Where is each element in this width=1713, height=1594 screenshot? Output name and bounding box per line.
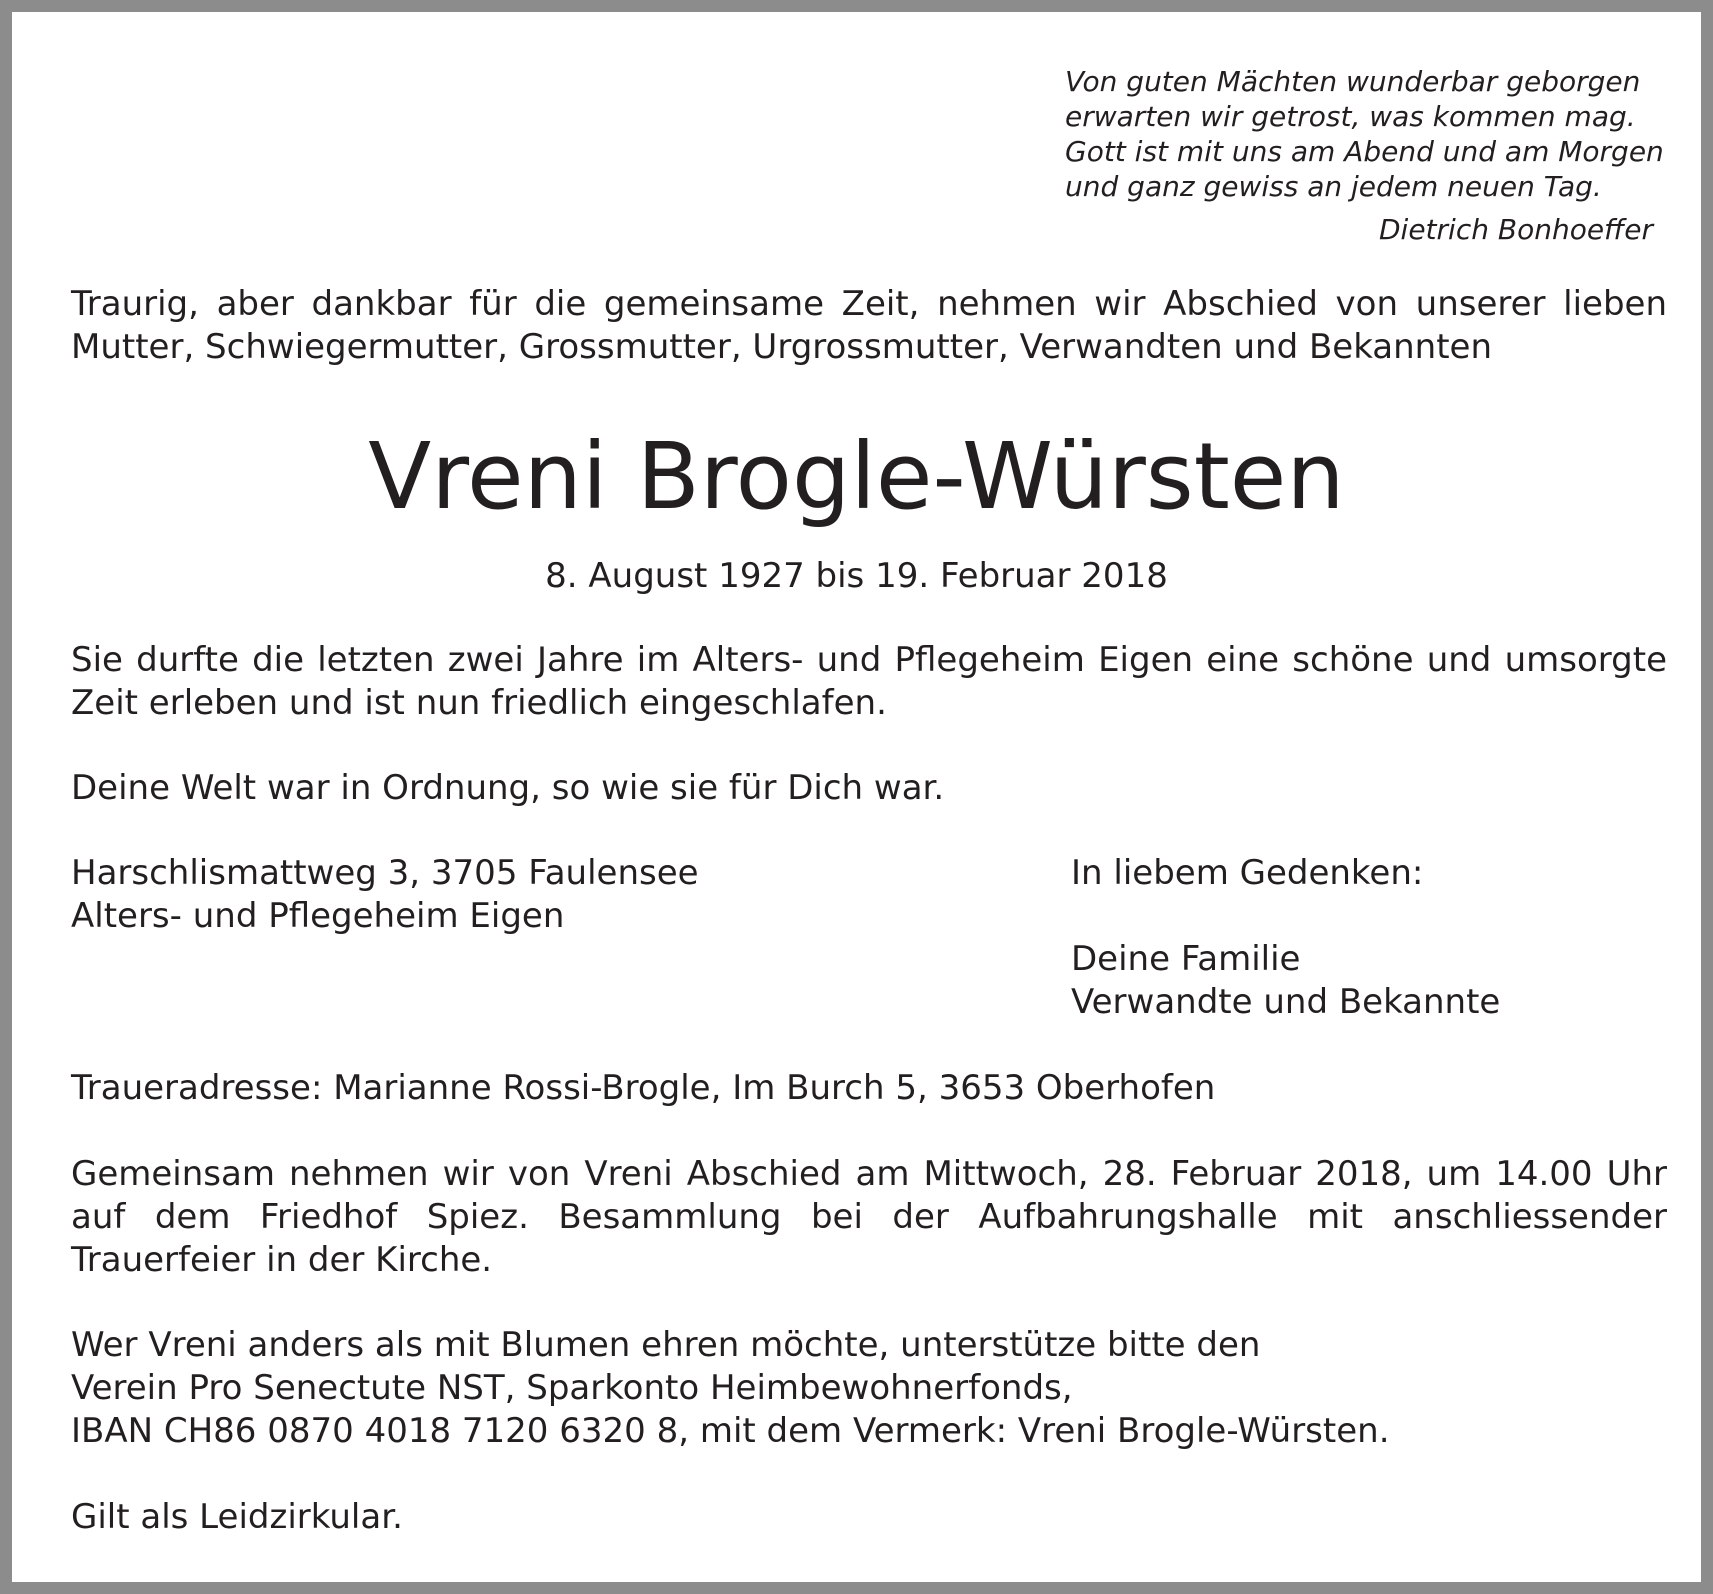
- motto-author: Dietrich Bonhoeffer: [1378, 213, 1653, 246]
- memory-signature: [1071, 852, 1500, 1024]
- motto-line: Gott ist mit uns am Abend und am Morgen: [1065, 135, 1664, 168]
- closing-note: Gilt als Leidzirkular.: [71, 1497, 403, 1537]
- obituary-page: [12, 12, 1701, 1582]
- life-dates: 8. August 1927 bis 19. Februar 2018: [545, 556, 1168, 596]
- address-line: Alters- und Pflegeheim Eigen: [71, 896, 565, 936]
- donation-line: Wer Vreni anders als mit Blumen ehren möchte, unterstütze bitte den: [71, 1325, 1261, 1365]
- donation-line: Verein Pro Senectute NST, Sparkonto Heimbewohnerfonds,: [71, 1368, 1073, 1408]
- world-paragraph: Deine Welt war in Ordnung, so wie sie für Dich war.: [71, 768, 945, 808]
- mourning-address: Traueradresse: Marianne Rossi-Brogle, Im Burch 5, 3653 Oberhofen: [71, 1068, 1216, 1108]
- donation-paragraph: [71, 1324, 1390, 1453]
- deceased-name: Vreni Brogle-Würsten: [368, 423, 1345, 530]
- donation-line: IBAN CH86 0870 4018 7120 6320 8, mit dem Vermerk: Vreni Brogle-Würsten.: [71, 1411, 1390, 1451]
- memory-heading: In liebem Gedenken:: [1071, 853, 1424, 893]
- life-paragraph: Sie durfte die letzten zwei Jahre im Alters- und Pflegeheim Eigen eine schöne und umsorgte Zeit erleben und ist nun friedlich eingeschlafen.: [71, 640, 1667, 723]
- intro-text: Traurig, aber dankbar für die gemeinsame Zeit, nehmen wir Abschied von unserer lieben Mutter, Schwiegermutter, Grossmutter, Urgrossmutter, Verwandten und Bekannten: [71, 284, 1667, 367]
- address-line: Harschlismattweg 3, 3705 Faulensee: [71, 853, 699, 893]
- ceremony-paragraph: Gemeinsam nehmen wir von Vreni Abschied am Mittwoch, 28. Februar 2018, um 14.00 Uhr auf dem Friedhof Spiez. Besammlung bei der Aufbahrungshalle mit anschliessender Trauerfeier in der Kirche.: [71, 1154, 1667, 1280]
- motto-line: und ganz gewiss an jedem neuen Tag.: [1065, 170, 1602, 203]
- bonhoeffer-motto: [1065, 64, 1665, 247]
- motto-line: erwarten wir getrost, was kommen mag.: [1065, 100, 1636, 133]
- home-address: [71, 852, 699, 938]
- motto-line: Von guten Mächten wunderbar geborgen: [1065, 65, 1641, 98]
- memory-line: Deine Familie: [1071, 939, 1301, 979]
- memory-line: Verwandte und Bekannte: [1071, 982, 1501, 1022]
